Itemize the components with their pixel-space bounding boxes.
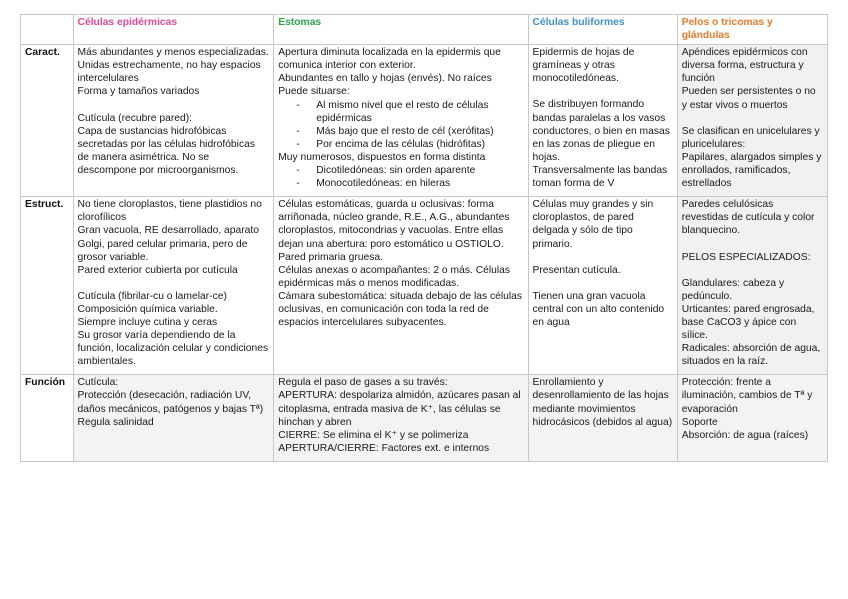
blank-line: [78, 99, 270, 112]
cell-text: Presentan cutícula.: [532, 264, 621, 276]
sub-item: - Dicotiledóneas: sin orden aparente: [278, 164, 523, 177]
cell-caract-pelos: [677, 45, 827, 197]
cell-text: Cutícula:: [77, 377, 119, 389]
sub-item: - Por encima de las células (hidrófitas): [278, 138, 523, 151]
cell-text: Paredes celulósicas revestidas de cutícula y color blanquecino.: [681, 199, 815, 237]
sub-item: - Al mismo nivel que el resto de células epidérmicas: [278, 99, 523, 125]
row-caract: [21, 45, 828, 197]
header-celulas-epidermicas: Células epidérmicas: [73, 15, 274, 45]
row-funcion: [21, 375, 828, 462]
cell-text: Regula salinidad: [77, 416, 154, 428]
cell-text: CIERRE: Se elimina el K⁺ y se polimeriza: [278, 429, 469, 441]
cell-text: Apéndices epidérmicos con diversa forma, estructura y función: [681, 47, 808, 85]
cell-text: Radicales: absorción de agua, situados en la raíz.: [681, 343, 821, 368]
header-row: [21, 15, 828, 45]
cell-text: PELOS ESPECIALIZADOS:: [681, 251, 811, 263]
header-pelos-tricomas: Pelos o tricomas y glándulas: [677, 15, 827, 45]
cell-text: Células muy grandes y sin cloroplastos, de pared delgada y sólo de tipo primario.: [532, 199, 654, 250]
cell-caract-epidermicas: [73, 45, 274, 197]
cell-text: Tienen una gran vacuola central con un alto contenido en agua: [532, 290, 665, 328]
cell-funcion-pelos: [677, 375, 827, 462]
cell-caract-estomas: [274, 45, 528, 197]
row-estruct: [21, 197, 828, 375]
cell-text: Cámara subestomática: situada debajo de las células oclusivas, en comunicación con toda la red de espacios intercelulares subyacentes.: [278, 290, 523, 329]
cell-text: Epidermis de hojas de gramíneas y otras monocotiledóneas.: [532, 47, 635, 85]
cell-text: Regula el paso de gases a su través:: [278, 377, 448, 389]
cell-text: Abundantes en tallo y hojas (envés). No raíces: [278, 73, 492, 85]
cell-text: Se distribuyen formando bandas paralelas a los vasos conductores, o bien en masas en las zonas de pliegue en hojas.: [532, 99, 670, 163]
cell-text: Su grosor varía dependiendo de la función, localización celular y condiciones ambientales.: [77, 330, 269, 368]
cell-text: Muy numerosos, dispuestos en forma distinta: [278, 151, 486, 163]
cell-text: Capa de sustancias hidrofóbicas secretadas por las células hidrofóbicas de manera asimétrica. No se descompone por microorganismos.: [77, 125, 255, 176]
row-label-caract: Caract.: [21, 45, 74, 197]
corner-cell: [21, 15, 74, 45]
cell-text: Composición química variable.: [77, 303, 218, 315]
cell-text: Pueden ser persistentes o no y estar vivos o muertos: [681, 86, 816, 111]
cell-text: Puede situarse:: [278, 86, 350, 98]
cell-text: Gran vacuola, RE desarrollado, aparato Golgi, pared celular primaria, pero de grosor variable.: [77, 225, 259, 263]
blank-line: [533, 277, 673, 290]
row-label-estruct: Estruct.: [21, 197, 74, 375]
blank-line: [78, 277, 270, 290]
cell-text: No tiene cloroplastos, tiene plastidios no clorofílicos: [77, 199, 262, 224]
cell-estruct-epidermicas: [73, 197, 274, 375]
cell-text: Apertura diminuta localizada en la epidermis que comunica interior con exterior.: [278, 47, 501, 72]
blank-line: [533, 85, 673, 98]
row-label-funcion: Función: [21, 375, 74, 462]
cell-text: Papilares, alargados simples y enrollados, ramificados, estrellados: [681, 151, 822, 190]
cell-estruct-pelos: [677, 197, 827, 375]
sub-item: - Monocotiledóneas: en hileras: [278, 177, 523, 190]
cell-text: Cutícula (fibrilar-cu o lamelar-ce): [77, 290, 227, 302]
blank-line: [533, 251, 673, 264]
cell-text: Forma y tamaños variados: [77, 86, 200, 98]
blank-line: [682, 238, 823, 251]
cell-text: Pared exterior cubierta por cutícula: [77, 264, 238, 276]
header-celulas-buliformes: Células buliformes: [528, 15, 677, 45]
cell-text: Más abundantes y menos especializadas.: [77, 47, 269, 59]
cell-text: Absorción: de agua (raíces): [681, 429, 809, 441]
cell-text: Cutícula (recubre pared):: [77, 112, 192, 124]
cell-estruct-buliformes: [528, 197, 677, 375]
cell-text: Urticantes: pared engrosada, base CaCO3 y ápice con sílice.: [681, 303, 815, 341]
cell-text: Se clasifican en unicelulares y pluricelulares:: [681, 125, 820, 150]
cell-caract-buliformes: [528, 45, 677, 197]
cell-text: Protección (desecación, radiación UV, daños mecánicos, patógenos y bajas Tª): [77, 390, 264, 415]
blank-line: [682, 264, 823, 277]
cell-text: Unidas estrechamente, no hay espacios intercelulares: [77, 60, 261, 85]
cell-funcion-estomas: [274, 375, 528, 462]
cell-estruct-estomas: [274, 197, 528, 375]
cell-text: APERTURA: despolariza almidón, azúcares pasan al citoplasma, entrada masiva de K⁺, las células se hinchan y abren: [278, 390, 521, 428]
cell-text: Protección: frente a iluminación, cambios de Tª y evaporación: [681, 377, 813, 415]
cell-text: APERTURA/CIERRE: Factores ext. e internos: [278, 442, 490, 454]
cell-text: Soporte: [681, 416, 718, 428]
comparison-table: [20, 14, 828, 462]
header-estomas: Estomas: [274, 15, 528, 45]
cell-funcion-epidermicas: [73, 375, 274, 462]
cell-text: Enrollamiento y desenrollamiento de las hojas mediante movimientos hidrocásicos (debidos al agua): [532, 377, 673, 428]
cell-funcion-buliformes: [528, 375, 677, 462]
cell-text: Glandulares: cabeza y pedúnculo.: [681, 277, 785, 302]
cell-text: Transversalmente las bandas toman forma de V: [532, 164, 668, 190]
blank-line: [682, 112, 823, 125]
cell-text: Siempre incluye cutina y ceras: [77, 316, 218, 328]
cell-text: Células anexas o acompañantes: 2 o más. Células epidérmicas más o menos modificadas.: [278, 264, 511, 289]
sub-item: - Más bajo que el resto de cél (xerófitas): [278, 125, 523, 138]
cell-text: Células estomáticas, guarda u oclusivas: forma arriñonada, núcleo grande, R.E., A.G., abundantes cloroplastos, mitocondrias y vacuolas. Entre ellas dejan una abertura: poro estomático u OSTIOLO. Pared primaria gruesa.: [278, 199, 510, 263]
